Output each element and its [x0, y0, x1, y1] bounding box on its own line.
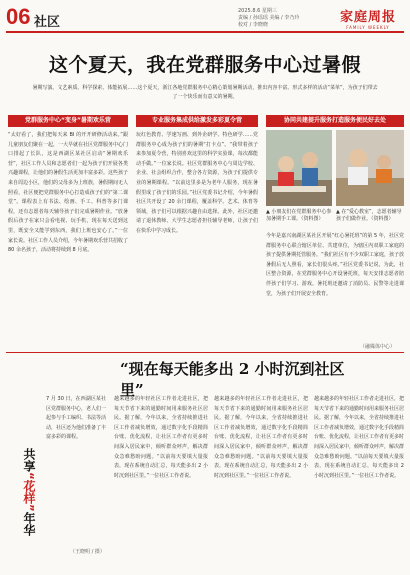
sidebar-author: （王晓明 / 摄）: [70, 549, 105, 555]
headline-deck: 暑期写演、文艺素质、科学探索、体能拓展……这个夏天，浙江各地党群服务中心精心策划暑期活动，推出内容丰富、形式多样的活动“菜单”，为孩子们带去了一个快乐而有意义的暑期。: [32, 85, 378, 100]
sidebar-title-part2: 年华: [22, 511, 36, 536]
meta-line: 责编 / 孙瑶瑶 美编 / 李乃玲: [238, 15, 300, 21]
photo-handcraft: [266, 130, 332, 206]
brand-logo: [332, 6, 404, 30]
column-text-3: 今年是嘉兴南湖区某社区开展“红心暑托班”的第 5 年，社区党群服务中心联合辖区单位、共建单位，为辖区内双职工家庭的孩子提供暑期托管服务。“我们社区有不少双职工家庭，孩子放暑假后无人照看，家长们很头疼。”社区党委书记说，为此，社区整合资源，在党群服务中心开设暑托班，每天安排志愿者陪伴孩子们学习、游戏。暑托班还邀请了消防员、民警等走进课堂，为孩子们开展安全教育。: [266, 233, 404, 297]
sidebar-title-highlight: “花样”: [22, 472, 36, 512]
column-text-1: “太好看了，我们把每天来 BI 的开开研修活动来。”跟儿童朋友们聚在一起，一大早就在社区党群服务中心门口排起了长队，这是西湖区某社区启动“暑期欢乐营”，社区工作人员和志愿者们一起为孩子们开展各类兴趣课程，让他们的暑假生活更加丰富多彩。这些孩子来自周边小区，他们的父母多为上班族，暑假期间无人照看，社区便把党群服务中心打造成孩子们的“第二课堂”。课程表上有书法、绘画、手工、科普等多门课程，还有志愿者每天辅导孩子们完成暑期作业。“放暑假后孩子在家只会看电视、玩手机，现在每天送到这里，既安全又能学到东西，我们上班也安心了。”一位家长说。社区工作人员介绍，今年暑期欢乐营共招收了 80 余名孩子，活动将持续到 8 月底。: [8, 132, 128, 254]
sidebar-title: [10, 448, 36, 536]
issue-meta: [238, 8, 328, 29]
column-title-3: 协同共建提升服务打造服务便民好去处: [266, 115, 404, 127]
section-name: 社区: [34, 15, 61, 30]
column-text-2: 玩红色教育、学速写画、到外企研学、特色研学……党群服务中心成为孩子们的暑期“打卡点”。“我带着孩子来参加夏令营，特别喜欢这里的科学实验课，每次都能动手做。”一位家长说。社区党群服务中心与周边学校、企业、社会组织合作，整合各方资源，为孩子们提供专业的暑期课程。“以前这里多是为老年人服务，现在暑假里成了孩子们的乐园。”社区党委书记介绍，今年暑假社区共开设了 20 余门课程，覆盖科学、艺术、体育等领域，孩子们可以根据兴趣自由选择。此外，社区还邀请了退休教师、大学生志愿者担任辅导老师，让孩子们在快乐中学习成长。: [136, 132, 258, 234]
photo-tutoring: [336, 130, 404, 206]
column-title-2: 专业服务集成供给激发多彩夏令营: [136, 115, 258, 127]
photo-caption-1: ▲ 小朋友们在党群服务中心参加暑期手工课。（资料图）: [266, 209, 332, 222]
photo-illustration: [336, 130, 404, 206]
brand-name-en: FAMILY WEEKLY: [346, 25, 390, 30]
article2-column-2: 越来越多的年轻社区工作者走进社区，把每天节省下来的通勤时间用来服务社区居民。据了解，今年以来，全省持续推进社区工作者减负增效，通过数字化手段精简台账、优化流程，让社区工作者有更多时间深入居民家中，倾听群众呼声，解决群众急难愁盼问题。“以前每天要填大量报表，现在系统自动汇总，每天能多出 2 小时沉到社区里。”一位社区工作者说。: [214, 396, 308, 479]
article2-column-1: 越来越多的年轻社区工作者走进社区，把每天节省下来的通勤时间用来服务社区居民。据了解，今年以来，全省持续推进社区工作者减负增效，通过数字化手段精简台账、优化流程，让社区工作者有更多时间深入居民家中，倾听群众呼声，解决群众急难愁盼问题。“以前每天要填大量报表，现在系统自动汇总，每天能多出 2 小时沉到社区里。”一位社区工作者说。: [114, 396, 208, 479]
photo-caption-2: ▲ 在“爱心教室”，志愿者辅导孩子们做作业。（资料图）: [336, 209, 402, 222]
main-headline: 这个夏天，我在党群服务中心过暑假: [48, 54, 361, 76]
secondary-headline: “现在每天能多出 2 小时沉到社区里”: [120, 360, 345, 399]
article2-column-3: 越来越多的年轻社区工作者走进社区，把每天节省下来的通勤时间用来服务社区居民。据了解，今年以来，全省持续推进社区工作者减负增效，通过数字化手段精简台账、优化流程，让社区工作者有更多时间深入居民家中，倾听群众呼声，解决群众急难愁盼问题。“以前每天要填大量报表，现在系统自动汇总，每天能多出 2 小时沉到社区里。”一位社区工作者说。: [314, 396, 404, 479]
sidebar-text: 7 月 30 日，在西湖区某社区党群服务中心，老人们一起参与手工编织、书法等活动，社区还为他们准备了丰富多彩的课程。: [46, 396, 106, 441]
column-author-3: （融媒体中心）: [360, 344, 396, 350]
photo-illustration: [266, 130, 332, 206]
header-rule: [6, 31, 404, 33]
page-number: 06: [6, 4, 31, 29]
meta-line: 校对 / 李晓晓: [238, 22, 268, 28]
meta-line: 2025.8.6 星期三: [238, 8, 277, 14]
page-header: [6, 6, 404, 30]
column-title-1: 党群服务中心“变身”暑期欢乐营: [8, 115, 128, 127]
brand-name: 家庭周报: [339, 10, 396, 25]
section-divider: [6, 352, 404, 353]
sidebar-title-part1: 共享: [22, 448, 36, 472]
